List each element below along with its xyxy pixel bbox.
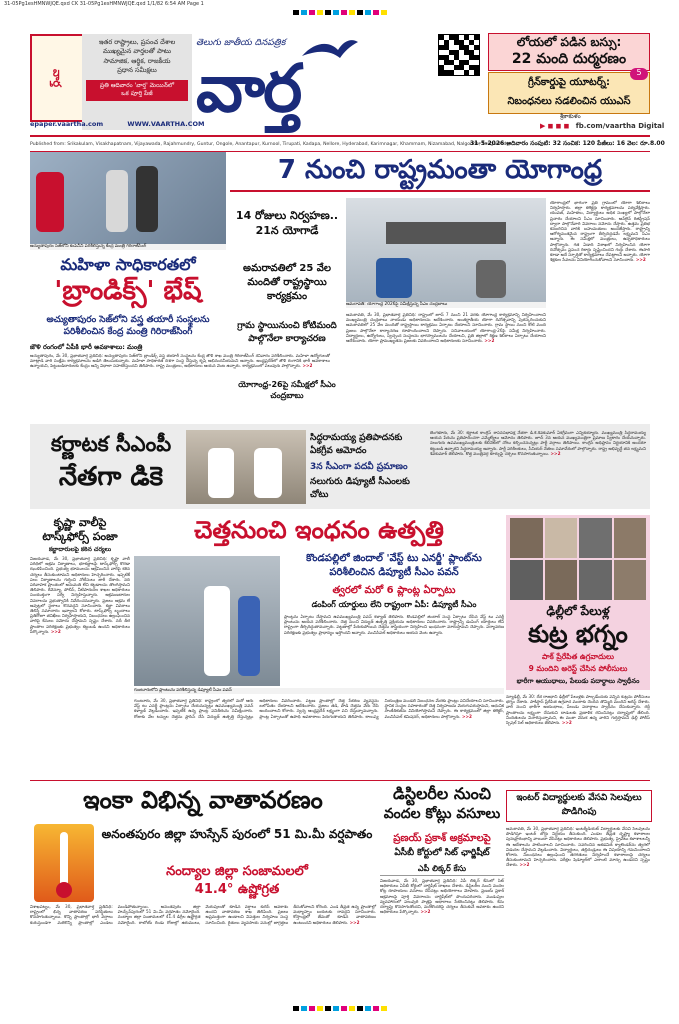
suspect-photo	[614, 560, 647, 600]
teaser-line: సామాజిక, ఆర్థిక, రాజకీయ	[103, 56, 171, 65]
women-deck: అచ్యుతాపురం సెజ్‌లోని వస్త్ర తయారీ సంస్థలను పరిశీలించిన కేంద్ర మంత్రి గిరిరాజ్‌సింగ్	[46, 315, 210, 337]
ear-line: గ్రీన్‌కార్డుపై యూటర్న్:	[528, 77, 610, 88]
women-body: అచ్యుతాపురం, మే 30, ప్రభాతవార్త ప్రతినిధి: అచ్యుతాపురం సెజ్‌లోని బ్రాండిక్స్ వస్త్ర తయారీ సంస్థలను కేంద్ర జౌళి శాఖ మంత్రి గిరిరాజ్‌సింగ్ శనివారం పరిశీలించారు. మహిళా ఉద్యోగులతో మాట్లాడి వారి సంక్షేమ కార్యక్రమాలను అడిగి తెలుసుకున్నారు. మహిళా సాధికారత దిశగా సంస్థ చేస్తున్న కృషి అభినందనీయమని అన్నారు. ఆంధ్రప్రదేశ్‌లో జౌళి రంగానికి భారీ అవకాశాలు ఉన్నాయని, పెట్టుబడిదారులకు కేంద్రం అన్ని విధాలా సహకరిస్తుందని తెలిపారు. రాష్ట్ర మంత్రులు, అధికారులు ఆయన వెంట ఉన్నారు. కార్యక్రమంలో పలువురు పాల్గొన్నారు. >>2	[30, 353, 330, 369]
person-figure	[136, 166, 158, 232]
waste-body: గుంటూరు, మే 30, ప్రభాతవార్త ప్రతినిధి: రాష్ట్రంలో త్వరలో మరో ఆరు వేస్ట్ టు ఎనర్జీ ప్లాంట్లను ఏర్పాటు చేయనున్నట్లు ఉపముఖ్యమంత్రి పవన్ కళ్యాణ్ వెల్లడించారు. ఇప్పటికే ఉన్న ప్లాంట్ల పనితీరును సమీక్షించారు. రోజుకు వేల టన్నుల చెత్తను ప్రాసెస్ చేసి విద్యుత్ ఉత్పత్తి చేస్తున్నట్లు అధికారులు వివరించారు. పట్టణ ప్రాంతాల్లో చెత్త సేకరణ వ్యవస్థను బలోపేతం చేయాలని ఆదేశించారు. ప్రజలు తడి, పొడి చెత్తను వేరు చేసి అందించాలని కోరారు. స్వచ్ఛ ఆంధ్రప్రదేశ్ లక్ష్యంగా పని చేస్తున్నామన్నారు. ప్లాంట్ల ఏర్పాటుతో ఉపాధి అవకాశాలు పెరుగుతాయని తెలిపారు. కాలుష్య నియంత్రణ మండలి నిబంధనల మేరకు ప్లాంట్లు పనిచేయాలని సూచించారు. స్థానిక సంస్థల సహకారంతో చెత్త నిర్వహణను మెరుగుపరుస్తామని, ఆధునిక సాంకేతికతను వినియోగిస్తామని చెప్పారు. ఈ కార్యక్రమంలో జిల్లా కలెక్టర్, మునిసిపల్ కమిషనర్, అధికారులు పాల్గొన్నారు. >>2	[134, 698, 504, 719]
women-photo	[30, 152, 226, 244]
thermometer-bulb	[56, 882, 72, 898]
page-ref-badge: 5	[630, 68, 648, 80]
lead-rule	[230, 190, 650, 192]
lead-caption: అమరావతి: యోగాంధ్ర 2026పై సమీక్షిస్తున్న సీఎం చంద్రబాబు	[346, 302, 546, 308]
lead-headline: 7 నుంచి రాష్ట్రమంతా యోగాంధ్ర	[277, 155, 603, 185]
jump-marker: >>2	[550, 450, 561, 456]
suspects-grid	[510, 518, 646, 600]
waste-deck1: కొండపల్లిలో జిందాల్ 'వేస్ట్ టు ఎనర్జీ' ప్లాంట్‌ను పరిశీలించిన డిప్యూటీ సీఎం పవన్	[306, 553, 482, 578]
lead-sub1: 14 రోజులు నిర్వహణ.. 21న యోగాడే	[235, 209, 339, 237]
weather-temp: 41.4° ఉష్ణోగ్రత	[194, 882, 280, 897]
waste-deck2: త్వరలో మరో 6 ప్లాంట్ల ఏర్పాటు	[332, 585, 456, 596]
person-figure	[376, 258, 412, 298]
jump-marker: >>2	[461, 713, 472, 719]
karnataka-body: బెంగళూరు, మే 30: కర్ణాటక కాంగ్రెస్ శాసనసభాపక్ష నేతగా డి.కె.శివకుమార్ ఏకగ్రీవంగా ఎన్నికయ్యారు. ముఖ్యమంత్రి సిద్ధరామయ్య ఆయన పేరును ప్రతిపాదించగా ఎమ్మెల్యేలు ఆమోదం తెలిపారు. జూన్ 3న ఆయన ముఖ్యమంత్రిగా ప్రమాణ స్వీకారం చేయనున్నారు. నలుగురు ఉపముఖ్యమంత్రులకు కేబినెట్‌లో చోటు కల్పించనున్నట్లు పార్టీ వర్గాలు తెలిపాయి. కాంగ్రెస్ అధిష్ఠానం నిర్ణయానికి అందరూ కట్టుబడి ఉన్నారని సిద్ధరామయ్య అన్నారు. పార్టీ పరిశీలకులు, సీనియర్ నేతలు సమావేశంలో పాల్గొన్నారు. రాష్ట్ర అభివృద్ధే తన లక్ష్యమని శివకుమార్ తెలిపారు. కొత్త మంత్రివర్గ కూర్పుపై చర్చలు కొనసాగుతున్నాయి. >>2	[430, 430, 646, 456]
delhi-sub3: భారీగా ఆయుధాలు, పేలుడు పదార్థాలు స్వాధీనం	[516, 677, 640, 685]
delhi-sub2: 9 మందిని అరెస్ట్ చేసిన పోలీసులు	[528, 664, 628, 673]
waste-deck3: డంపింగ్ యార్డులు లేని రాష్ట్రంగా ఏపీ: డిప్యూటీ సీఎం	[311, 600, 477, 609]
distillery-deck3: ఎపీ లిక్కర్ కేసు	[380, 864, 504, 876]
suspect-photo	[614, 518, 647, 558]
website-link[interactable]: WWW.VAARTHA.COM	[127, 120, 205, 128]
ear-line: నిబంధనలు సడలించిన యుఎస్	[507, 96, 631, 107]
teaser-line: ఇతర రాష్ట్రాలు, ప్రపంచ దేశాల	[98, 38, 176, 46]
krishna-body: విజయవాడ, మే 30, ప్రభాతవార్త ప్రతినిధి: కృష్ణా వాలీ పరిధిలో అక్రమ నిర్మాణాలు, భూకబ్జాలపై టాస్క్‌ఫోర్స్ కొరడా ఝుళిపించింది. ప్రభుత్వ భూములను ఆక్రమించిన వారిపై కఠిన చర్యలు తీసుకుంటామని అధికారులు హెచ్చరించారు. ఇప్పటికే పలు నిర్మాణాలను గుర్తించి నోటీసులు జారీ చేశారు. నది పరివాహక ప్రాంతంలో అనుమతి లేని కట్టడాలను తొలగిస్తామని తెలిపారు. రెవెన్యూ, పోలీస్, నీటిపారుదల శాఖల అధికారులు సంయుక్తంగా సర్వే నిర్వహిస్తున్నారు. ఆక్రమణదారుల వివరాలను ప్రభుత్వానికి నివేదించనున్నారు. ప్రజలు అక్రమ లే అవుట్లలో స్థలాలు కొనవద్దని సూచించారు. కబ్జా వివరాలు తెలిస్తే సమాచారం ఇవ్వాలని కోరారు. టాస్క్‌ఫోర్స్ బృందాలు ప్రతిరోజూ తనిఖీలు నిర్వహిస్తాయని, నిబంధనలు ఉల్లంఘించిన వారిపై కేసులు నమోదు చేస్తామని స్పష్టం చేశారు. నదీ తీర ప్రాంతాల పరిరక్షణకు ప్రభుత్వం కట్టుబడి ఉందని అధికారులు పేర్కొన్నారు. >>2	[30, 556, 130, 634]
person-figure	[36, 172, 64, 232]
person-figure	[208, 448, 234, 498]
screen-figure	[386, 222, 506, 244]
thermometer-photo	[34, 824, 94, 902]
summer-headline: ఇంటర్ విద్యార్థులకు వేసవి సెలవులు పొడిగింపు	[506, 790, 652, 822]
karnataka-side3: నలుగురు డిప్యూటీ సీఎంలకు చోటు	[310, 477, 410, 500]
women-kicker: మహిళా సాధికారతలో	[60, 255, 196, 274]
person-figure	[254, 448, 282, 498]
jump-marker: >>2	[302, 363, 313, 369]
summer-body: అమరావతి, మే 30, ప్రభాతవార్త ప్రతినిధి: ఇంటర్మీడియట్ విద్యార్థులకు వేసవి సెలవులను పొడిగిస్తూ ఇంటర్ బోర్డు నిర్ణయం తీసుకుంది. ఎండల తీవ్రత దృష్ట్యా కళాశాలల పునఃప్రారంభాన్ని వాయిదా వేసినట్లు అధికారులు తెలిపారు. ప్రభుత్వ, ప్రైవేటు కళాశాలలన్నీ ఈ ఆదేశాలను పాటించాలని సూచించారు. సవరించిన అకడమిక్ క్యాలెండర్‌ను త్వరలో విడుదల చేస్తామని వెల్లడించారు. విద్యార్థులు, తల్లిదండ్రులు ఈ విషయాన్ని గమనించాలని కోరారు. నిబంధనలు ఉల్లంఘించి తరగతులు నిర్వహించే కళాశాలలపై చర్యలు తీసుకుంటామని హెచ్చరించారు. పరీక్షల షెడ్యూల్‌లో ఎలాంటి మార్పు ఉండదని స్పష్టం చేశారు. >>2	[506, 826, 650, 868]
city-name: శ్రీకాకుళం	[560, 113, 581, 120]
jump-marker: >>2	[420, 909, 431, 915]
teaser-cta	[86, 80, 188, 101]
ear-line: 22 మంది దుర్మరణం	[511, 51, 627, 67]
women-strap: జౌళి రంగంలో ఏపీకి భారీ అవకాశాలు: మంత్రి	[30, 343, 143, 351]
editions-list: Published from: Srikakulam, Visakhapatnam, Vijayawada, Rajahmundry, Guntur, Ongole, Anantapur, Kurnool, Tirupati, Kadapa, Nellore, Hyderabad, Karimnagar, Khammam, Nizamabad, Nalgonda, Sangareddy	[30, 141, 510, 147]
promo-box-title: వార్త	[50, 68, 64, 88]
weather-sub1: అనంతపురం జిల్లా హుస్సేన్ పురంలో 51 మి.మీ వర్షపాతం	[101, 827, 373, 841]
suspect-photo	[579, 560, 612, 600]
waste-body-top: ప్లాంట్లను ఏర్పాటు చేస్తామని ఉపముఖ్యమంత్రి పవన్ కళ్యాణ్ తెలిపారు. కొండపల్లిలో జిందాల్ సంస్థ ఏర్పాటు చేసిన వేస్ట్ టు ఎనర్జీ ప్లాంటును ఆయన పరిశీలించారు. చెత్త నుంచి విద్యుత్ ఉత్పత్తి ప్రక్రియను అధికారులు వివరించారు. రాష్ట్రాన్ని డంపింగ్ యార్డులు లేని రాష్ట్రంగా తీర్చిదిద్దుతామన్నారు. పట్టణాల్లో పేరుకుపోయిన చెత్తను శాస్త్రీయంగా నిర్వహించి ఇంధనంగా మారుస్తామని చెప్పారు. పర్యావరణ పరిరక్షణకు ప్రభుత్వం ప్రాధాన్యం ఇస్తోందని అన్నారు. మునిసిపల్ అధికారులు ఆయన వెంట ఉన్నారు.	[284, 614, 504, 635]
teaser-line: ప్రధాన సమీక్షలు	[117, 66, 157, 75]
person-figure	[106, 170, 128, 232]
krishna-sub: కబ్జాదారులపై కఠిన చర్యలు	[48, 546, 112, 553]
lead-sub2: అమరావతిలో 25 వేల మందితో రాష్ట్రస్థాయి కార్యక్రమం	[243, 263, 331, 302]
krishna-headline: కృష్ణా వాలీపై టాస్క్‌ఫోర్స్ పంజా	[42, 516, 118, 543]
delhi-sub1: పాక్ ప్రేరేపిత ఉగ్రవాదులు	[542, 652, 614, 661]
person-figure	[204, 586, 230, 676]
jump-marker: >>2	[519, 862, 530, 868]
person-figure	[476, 260, 506, 298]
ear-line: లోయలో పడిన బస్సు:	[516, 35, 622, 49]
qr-code	[438, 34, 480, 76]
women-caption: అచ్యుతాపురం సెజ్‌లోని కంపెనీని పరిశీలిస్తున్న కేంద్ర మంత్రి గిరిరాజ్‌సింగ్	[30, 244, 226, 250]
sunday-teaser	[82, 34, 192, 130]
ear-story-bus[interactable]	[488, 33, 650, 71]
color-registration-bar-bottom	[0, 1006, 679, 1011]
epaper-link[interactable]: epaper.vaartha.com	[30, 120, 104, 128]
bird-icon	[300, 36, 360, 62]
jump-marker: >>2	[349, 919, 360, 925]
jump-marker: >>2	[635, 257, 646, 263]
delhi-body: న్యూఢిల్లీ, మే 30: దేశ రాజధాని ఢిల్లీలో పేలుళ్లకు పాల్పడేందుకు పన్నిన కుట్రను పోలీసులు భగ్నం చేశారు. పాకిస్థాన్ ప్రేరేపిత ఉగ్రవాద ముఠాకు చెందిన తొమ్మిది మందిని అరెస్ట్ చేశారు. వారి నుంచి భారీగా ఆయుధాలు, పేలుడు పదార్థాలు స్వాధీనం చేసుకున్నారు. రద్దీ ప్రాంతాలను లక్ష్యంగా చేసుకుని దాడులకు ప్రణాళిక రచించినట్లు దర్యాప్తులో తేలింది. నిందితులను విచారిస్తున్నామని, ఈ ముఠా వెనుక ఉన్న వారిని గుర్తిస్తామని ఢిల్లీ పోలీస్ స్పెషల్ సెల్ అధికారులు తెలిపారు. >>2	[506, 694, 650, 726]
weather-headline: ఇంకా విభిన్న వాతావరణం	[83, 786, 323, 814]
lead-sub4: యోగాంధ్ర-26పై సమీక్షలో సీఎం చంద్రబాబు	[238, 380, 336, 400]
women-headline: 'బ్రాండిక్స్' భేష్	[54, 276, 202, 306]
tagline: తెలుగు జాతీయ దినపత్రిక	[196, 38, 286, 48]
weather-body: విశాఖపట్నం, మే 30, ప్రభాతవార్త ప్రతినిధి: రాష్ట్రంలో భిన్న వాతావరణ పరిస్థితులు కొనసాగుతున్నాయి. కొన్ని ప్రాంతాల్లో భారీ వర్షాలు కురుస్తుండగా మరికొన్ని ప్రాంతాల్లో ఎండలు మండిపోతున్నాయి. అనంతపురం జిల్లా హుస్సేన్‌పురంలో 51 మి.మీ వర్షపాతం నమోదైంది. నంద్యాల జిల్లా సంజామలలో 41.4 డిగ్రీల ఉష్ణోగ్రత నమోదైంది. రాబోయే రెండు రోజుల్లో ఉరుములు, మెరుపులతో కూడిన వర్షాలు కురిసే అవకాశం ఉందని వాతావరణ శాఖ తెలిపింది. ప్రజలు అప్రమత్తంగా ఉండాలని విపత్తుల నిర్వహణ సంస్థ సూచించింది. రైతులు వ్యవసాయ పనుల్లో జాగ్రత్తలు తీసుకోవాలని కోరింది. ఎండ తీవ్రత ఉన్న ప్రాంతాల్లో మధ్యాహ్నం బయటకు రావద్దని సూచించారు. కోస్తాంధ్రలో తేమతో కూడిన వాతావరణం ఉంటుందని అధికారులు తెలిపారు. >>2	[30, 904, 376, 925]
delhi-line1: ఢిల్లీలో పేలుళ్ల	[546, 604, 610, 618]
teaser-cta-line: ఒక పూర్తి పేజీ	[121, 90, 153, 98]
waste-headline: చెత్తనుంచి ఇంధనం ఉత్పత్తి	[194, 516, 444, 544]
karnataka-photo	[186, 430, 306, 504]
jump-marker: >>2	[561, 720, 572, 726]
section-rule	[30, 780, 650, 781]
masthead-logo: వార్త	[196, 49, 301, 127]
waste-photo	[134, 556, 280, 686]
print-slug: 31-05Pg1esHMNWJQE.qxd CK 31-05Pg1esHMNWJQE.qxd 1/1/82 6:54 AM Page 1	[4, 1, 204, 7]
person-figure	[238, 596, 260, 676]
facebook-link[interactable]: fb.com/vaartha Digital	[575, 122, 665, 130]
karnataka-side1: సిద్ధరామయ్య ప్రతిపాదనకు ఏకగ్రీవ ఆమోదం	[310, 433, 403, 456]
distillery-headline2: వందల కోట్లు వసూలు	[383, 806, 501, 822]
jump-marker: >>2	[484, 338, 495, 344]
teaser-cta-line: ప్రతి ఆదివారం 'వార్త' మెయిన్‌లో	[99, 81, 175, 89]
distillery-deck2: ఏసీబీ కోర్టులో సిట్ ఛార్జిషీట్	[394, 848, 490, 858]
delhi-headline: కుట్ర భగ్నం	[528, 620, 628, 648]
ear-story-greencard[interactable]	[488, 72, 650, 114]
lead-photo	[346, 198, 546, 302]
lead-body-col: యోగాంధ్రలో భాగంగా ప్రతి గ్రామంలో యోగా శిబిరాలు నిర్వహిస్తారు. జిల్లా కలెక్టర్లు కార్యక్రమాలను పర్యవేక్షిస్తారు. యువత, మహిళలు, విద్యార్థులు అధిక సంఖ్యలో పాల్గొనేలా ప్రచారం చేయాలని సీఎం సూచించారు. ఆన్‌లైన్ రిజిస్ట్రేషన్ ద్వారా పాల్గొనేవారి వివరాలు నమోదు చేస్తారు. ఉత్తమ ప్రతిభ కనబరిచిన వారికి బహుమతులు అందజేస్తారు. రాష్ట్రాన్ని ఆరోగ్యవంతమైన రాష్ట్రంగా తీర్చిదిద్దడమే లక్ష్యమని సీఎం అన్నారు. ఈ సమీక్షలో మంత్రులు, ఉన్నతాధికారులు పాల్గొన్నారు. గత ఏడాది విశాఖలో నిర్వహించిన యోగా దినోత్సవం ప్రపంచ రికార్డు సృష్టించిందని గుర్తు చేశారు. ఈసారి కూడా అదే స్ఫూర్తితో కార్యక్రమాలు చేపట్టాలని అన్నారు. యోగా శిక్షకుల సేవలను వినియోగించుకోవాలని సూచించారు. >>2	[550, 200, 650, 263]
suspect-photo	[510, 518, 543, 558]
karnataka-headline1: కర్ణాటక సీఎంపీ	[50, 432, 172, 456]
dateline: 31-5-2026 ఆదివారం సంపుటి: 32 సంచిక: 120 పేజీలు: 16 వెల: రూ.8.00	[470, 140, 665, 147]
distillery-headline1: డిస్టిలరీల నుంచి	[393, 784, 491, 803]
suspect-photo	[510, 560, 543, 600]
thermometer-icon	[60, 832, 68, 888]
jump-marker: >>2	[50, 628, 61, 634]
suspect-photo	[579, 518, 612, 558]
edition-promo-box	[30, 34, 84, 122]
suspect-photo	[545, 518, 578, 558]
distillery-deck1: ప్రణయ్ ప్రకాశ్ అక్రమాలపై	[393, 833, 491, 844]
teaser-line: ముఖ్యమైన వార్తలతో పాటు	[102, 47, 172, 56]
karnataka-side2: 3న సీఎంగా పదవీ ప్రమాణం	[310, 462, 408, 472]
karnataka-headline2: నేతగా డికె	[58, 462, 164, 492]
color-registration-bar	[0, 10, 679, 15]
lead-body: అమరావతి, మే 30, ప్రభాతవార్త ప్రతినిధి: రాష్ట్రంలో జూన్ 7 నుంచి 21 వరకు యోగాంధ్ర కార్యక్రమాన్ని నిర్వహించాలని ముఖ్యమంత్రి చంద్రబాబు నాయుడు అధికారులను ఆదేశించారు. అంతర్జాతీయ యోగా దినోత్సవాన్ని పురస్కరించుకుని అమరావతిలో 25 వేల మందితో రాష్ట్రస్థాయి కార్యక్రమం ఏర్పాటు చేయాలని సూచించారు. గ్రామ స్థాయి నుంచి కోటి మంది ప్రజలు పాల్గొనేలా కార్యాచరణ రూపొందించాలని చెప్పారు. సచివాలయంలో యోగాంధ్ర-26పై సమీక్ష నిర్వహించారు. విద్యార్థులు, ఉద్యోగులు, స్వచ్ఛంద సంస్థలను భాగస్వాములను చేయాలని, ప్రతి జిల్లాలో శిక్షణ శిబిరాలు ఏర్పాటు చేయాలని ఆదేశించారు. యోగా ప్రాముఖ్యతను ప్రజలకు వివరించాలని అధికారులకు సూచించారు. >>2	[346, 312, 546, 344]
social-row	[540, 122, 664, 130]
distillery-body: విజయవాడ, మే 30, ప్రభాతవార్త ప్రతినిధి: ఏపీ లిక్కర్ కేసులో సిట్ అధికారులు ఏసీబీ కోర్టులో చార్జిషీట్ దాఖలు చేశారు. డిస్టిలరీల నుంచి వందల కోట్ల రూపాయలు వసూలు చేసినట్లు అభియోగాలు మోపారు. ప్రణయ్ ప్రకాశ్ అక్రమాలపై పూర్తి వివరాలను చార్జిషీట్‌లో పొందుపరిచారు. ముడుపుల వ్యవహారంలో పలువురి పాత్రపై ఆధారాలు సేకరించినట్లు తెలిపారు. కేసు దర్యాప్తు కొనసాగుతోందని, మరికొందరిపై చర్యలు తీసుకునే అవకాశం ఉందని అధికారులు పేర్కొన్నారు. >>2	[380, 878, 504, 915]
weather-sub2: నంద్యాల జిల్లా సంజామలలో	[166, 864, 308, 879]
waste-caption: గుంటూరులోని ప్లాంటును పరిశీలిస్తున్న డిప్యూటీ సీఎం పవన్	[134, 688, 504, 694]
suspect-photo	[545, 560, 578, 600]
lead-sub3: గ్రామ స్థాయినుంచి కోటిమంది పాల్గొనేలా కార్యాచరణ	[237, 321, 337, 344]
social-icons: ▶ ◼ ◼ ◼	[540, 122, 570, 130]
